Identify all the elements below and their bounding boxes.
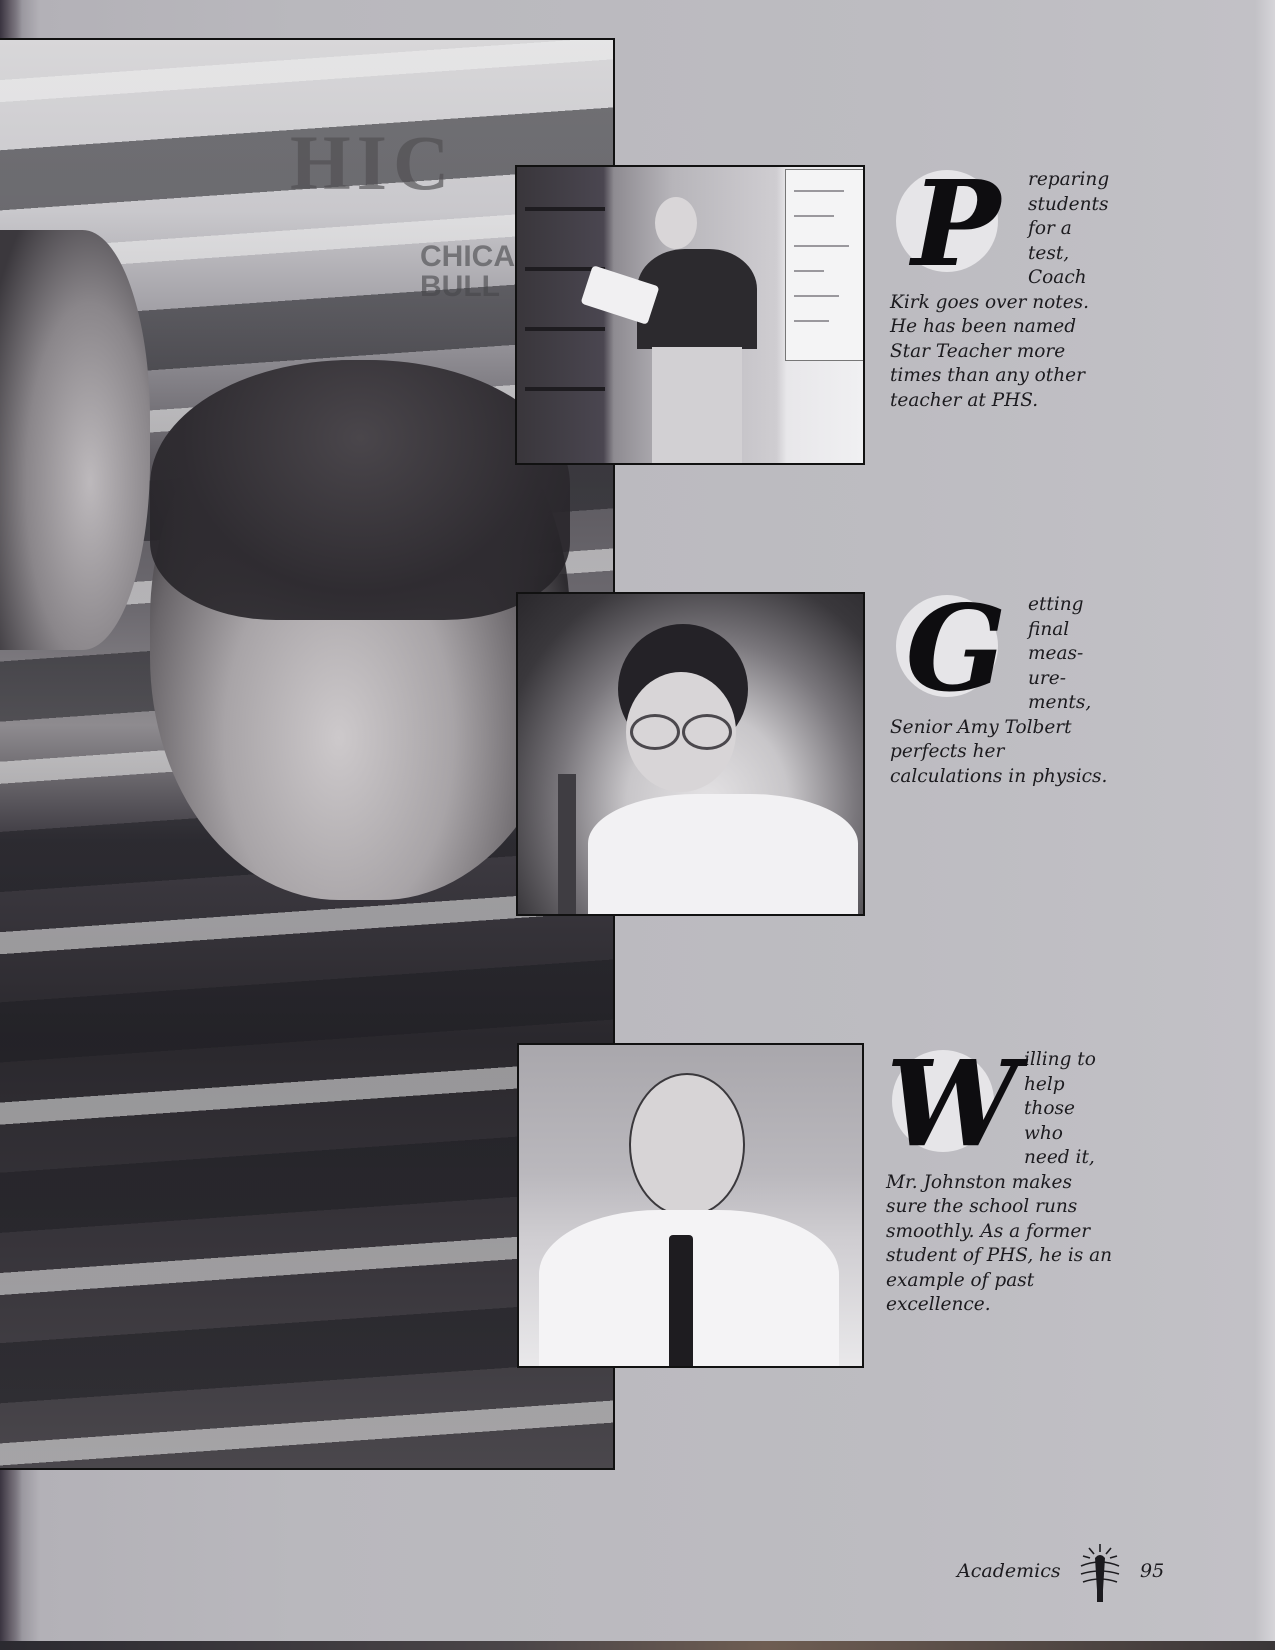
caption-text: etting final meas-ure-ments, Senior Amy Tolbert perfects her calculations in physics. xyxy=(890,594,1108,787)
caption-coach-kirk xyxy=(890,154,1118,413)
section-name: Academics xyxy=(957,1560,1061,1582)
caption-text: reparing students for a test, Coach Kirk goes over notes. He has been named Star Teacher more times than any other teacher at PHS. xyxy=(890,169,1110,411)
dropcap-letter: P xyxy=(911,154,1001,293)
glasses-icon xyxy=(630,714,680,750)
shirt-print-subtext xyxy=(420,242,515,302)
glasses-icon xyxy=(682,714,732,750)
photo-figure-left xyxy=(0,230,150,650)
photo-lab-stand xyxy=(558,774,576,914)
photo-student-hair xyxy=(150,360,570,620)
caption-mr-johnston xyxy=(886,1034,1114,1318)
bottom-edge xyxy=(0,1641,1275,1650)
photo-student-shirt xyxy=(588,794,858,916)
photo-principal-tie xyxy=(669,1235,693,1368)
shirt-print-text: HIC xyxy=(290,119,456,206)
photo-teacher-head xyxy=(655,197,697,249)
photo-bookshelf xyxy=(525,387,605,391)
photo-teacher-pants xyxy=(652,347,742,463)
dropcap xyxy=(890,579,1022,718)
shirt-print-line: BULL xyxy=(420,270,500,303)
shirt-print-line: CHICA xyxy=(420,240,515,273)
photo-amy-tolbert xyxy=(516,592,865,916)
caption-text: illing to help those who need it, Mr. Johnston makes sure the school runs smoothly. As a former student of PHS, he is an example of past excellence. xyxy=(886,1049,1113,1315)
page-footer xyxy=(955,1540,1205,1600)
photo-bookshelf xyxy=(525,327,605,331)
torch-icon xyxy=(1075,1542,1125,1604)
caption-amy-tolbert xyxy=(890,579,1118,789)
page-number: 95 xyxy=(1140,1560,1165,1582)
photo-whiteboard xyxy=(785,169,865,361)
dropcap xyxy=(886,1034,1019,1173)
dropcap-letter: W xyxy=(886,1034,1019,1173)
dropcap-letter: G xyxy=(905,579,1007,718)
photo-principal-head xyxy=(629,1073,745,1217)
photo-mr-johnston xyxy=(517,1043,864,1368)
dropcap xyxy=(890,154,1022,293)
photo-coach-kirk xyxy=(515,165,865,465)
photo-bookshelf xyxy=(525,207,605,211)
